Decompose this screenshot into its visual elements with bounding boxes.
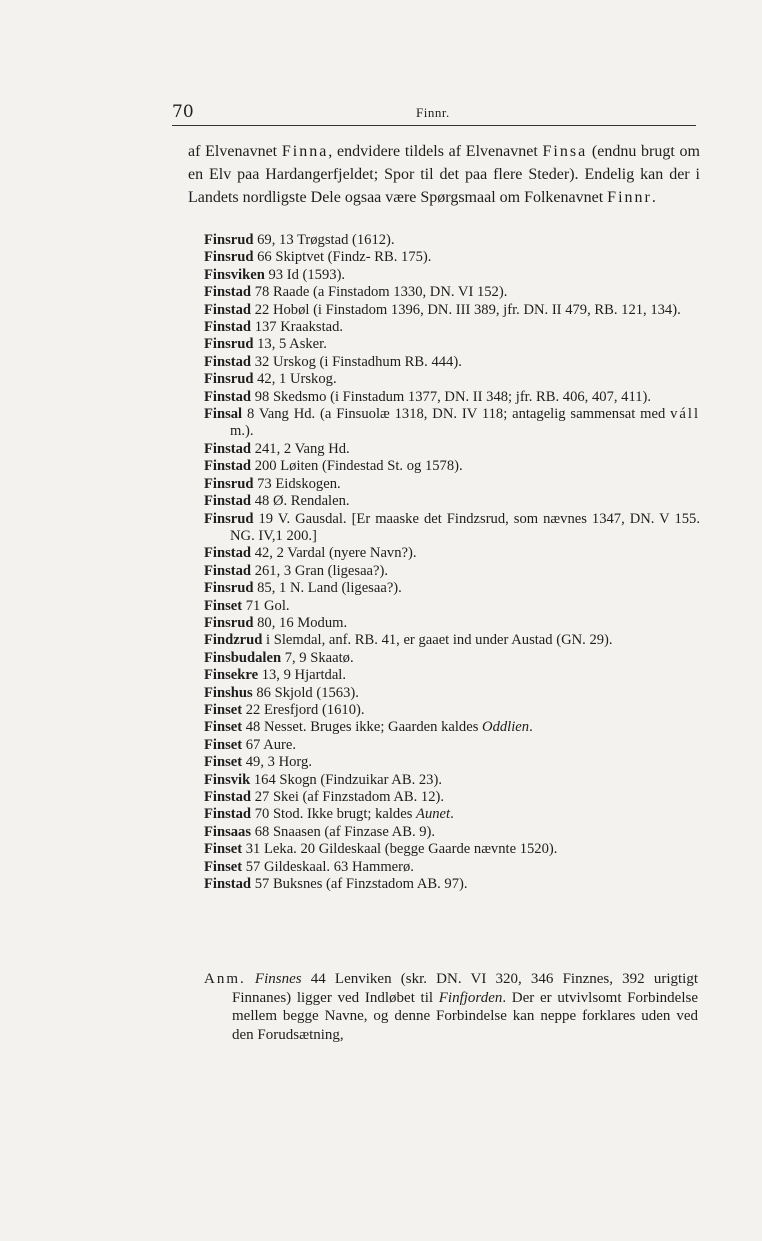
- entry-name: Findzrud: [204, 632, 263, 649]
- entry-text: 137 Kraakstad.: [251, 319, 344, 336]
- entry-name: Finset: [204, 719, 243, 736]
- entry-text: 66 Skiptvet (Findz- RB. 175).: [253, 249, 432, 266]
- entry-name: Finsrud: [204, 475, 254, 492]
- entry: [204, 876, 700, 893]
- entry: [204, 563, 700, 580]
- entry: [204, 754, 700, 771]
- entry-name: Finstad: [204, 876, 252, 893]
- entry-name: Finsrud: [204, 232, 254, 248]
- entry-text: 78 Raade (a Finstadom 1330, DN. VI 152).: [251, 284, 508, 301]
- entry-text: 98 Skedsmo (i Finstadum 1377, DN. II 348; jfr. RB. 406, 407, 411).: [251, 388, 652, 405]
- intro-spaced-name: Finna: [281, 143, 329, 160]
- entry-text: 48 Ø. Rendalen.: [251, 493, 350, 510]
- entry-text: 22 Hobøl (i Finstadom 1396, DN. III 389, jfr. DN. II 479, RB. 121, 134).: [251, 301, 681, 318]
- entry-text: 27 Skei (af Finzstadom AB. 12).: [251, 789, 444, 805]
- entry: [204, 702, 700, 719]
- entry: [204, 667, 700, 684]
- entry-text: 70 Stod. Ikke brugt; kaldes: [251, 806, 417, 823]
- entry-text: 49, 3 Horg.: [242, 754, 312, 771]
- intro-text: af Elvenavnet: [188, 143, 282, 160]
- entry-list: [204, 232, 700, 893]
- entry-italic: Oddlien: [482, 719, 530, 736]
- entry-text: 68 Snaasen (af Finzase AB. 9).: [251, 823, 436, 840]
- entry: [204, 319, 700, 336]
- entry-name: Finstad: [204, 440, 252, 457]
- note-italic-name: Finsnes: [254, 971, 302, 987]
- entry-name: Finshus: [204, 684, 253, 701]
- entry: [204, 232, 700, 249]
- entry-text: m.).: [230, 423, 254, 440]
- running-title: Finnr.: [416, 105, 450, 120]
- entry-name: Finstad: [204, 458, 252, 475]
- entry-name: Finset: [204, 597, 243, 614]
- entry: [204, 824, 700, 841]
- entry-name: Finstad: [204, 388, 252, 405]
- entry: [204, 545, 700, 562]
- entry-text: 261, 3 Gran (ligesaa?).: [251, 562, 389, 579]
- entry-text: 13, 9 Hjartdal.: [258, 667, 347, 684]
- entry: [204, 336, 700, 353]
- entry: [204, 859, 700, 876]
- entry: [204, 511, 700, 546]
- entry-name: Finstad: [204, 562, 252, 579]
- intro-spaced-name: Finnr: [607, 189, 652, 206]
- entry: [204, 841, 700, 858]
- entry-text: 42, 2 Vardal (nyere Navn?).: [251, 545, 417, 562]
- entry-name: Finsaas: [204, 823, 252, 840]
- entry-text: 80, 16 Modum.: [253, 614, 348, 631]
- entry-text: 85, 1 N. Land (ligesaa?).: [253, 580, 402, 597]
- entry: [204, 302, 700, 319]
- note-text: . Der er utvivlsomt Forbindelse mellem begge Navne, og denne Forbindelse kan neppe forklares uden ved den Forudsætning,: [232, 989, 699, 1043]
- entry: [204, 650, 700, 667]
- entry-italic: Aunet: [416, 806, 451, 823]
- entry: [204, 615, 700, 632]
- entry-name: Finset: [204, 754, 243, 771]
- entry: [204, 406, 700, 441]
- entry-name: Finstad: [204, 545, 252, 562]
- entry: [204, 806, 700, 823]
- note-label: Anm.: [204, 971, 246, 987]
- entry-name: Finset: [204, 736, 243, 753]
- note-italic-name: Finfjorden: [438, 989, 503, 1006]
- header-rule: [172, 125, 696, 126]
- entry-text: 7, 9 Skaatø.: [281, 649, 354, 666]
- entry-text: .: [529, 719, 533, 736]
- entry-name: Finstad: [204, 353, 252, 370]
- entry: [204, 789, 700, 806]
- entry-text: .: [450, 806, 454, 823]
- entry-name: Finstad: [204, 284, 252, 301]
- entry-name: Finsrud: [204, 510, 254, 527]
- entry-text: 164 Skogn (Findzuikar AB. 23).: [250, 771, 442, 788]
- entry: [204, 580, 700, 597]
- entry: [204, 632, 700, 649]
- entry: [204, 772, 700, 789]
- entry-text: 67 Aure.: [242, 736, 297, 753]
- page-number: 70: [172, 102, 194, 122]
- entry-name: Finsal: [204, 406, 243, 423]
- entry-text: i Slemdal, anf. RB. 41, er gaaet ind under Austad (GN. 29).: [262, 632, 613, 649]
- entry: [204, 389, 700, 406]
- entry-text: 200 Løiten (Findestad St. og 1578).: [251, 458, 463, 475]
- entry-name: Finsviken: [204, 266, 265, 283]
- entry: [204, 598, 700, 615]
- entry-name: Finset: [204, 841, 243, 858]
- intro-text: .: [651, 189, 656, 206]
- entry: [204, 737, 700, 754]
- entry-text: 48 Nesset. Bruges ikke; Gaarden kaldes: [242, 719, 483, 736]
- entry-name: Finsekre: [204, 667, 259, 684]
- entry: [204, 249, 700, 266]
- entry-name: Finstad: [204, 301, 252, 318]
- entry-name: Finstad: [204, 806, 252, 823]
- entry-name: Finstad: [204, 319, 252, 336]
- entry-name: Finsvik: [204, 771, 251, 788]
- entry-name: Finstad: [204, 493, 252, 510]
- entry-name: Finstad: [204, 789, 252, 805]
- note-text: 44 Lenviken (skr. DN. VI 320, 346 Finznes, 392 urigtigt Finnanes) ligger ved Indløbet til: [232, 971, 698, 1006]
- intro-text: , endvidere tildels af Elvenavnet: [328, 143, 543, 160]
- entry-name: Finsbudalen: [204, 649, 282, 666]
- intro-spaced-name: Finsa: [542, 143, 588, 160]
- entry-text: 22 Eresfjord (1610).: [242, 701, 365, 718]
- entry-text: 57 Buksnes (af Finzstadom AB. 97).: [251, 876, 468, 893]
- entry-text: 57 Gildeskaal. 63 Hammerø.: [242, 858, 414, 875]
- entry: [204, 458, 700, 475]
- entry: [204, 476, 700, 493]
- entry-name: Finsrud: [204, 580, 254, 597]
- entry-name: Finsrud: [204, 614, 254, 631]
- entry-text: 86 Skjold (1563).: [252, 684, 359, 701]
- entry-name: Finset: [204, 858, 243, 875]
- entry: [204, 441, 700, 458]
- entry-text: 93 Id (1593).: [264, 266, 346, 283]
- entry-text: 19 V. Gausdal. [Er maaske det Findzsrud, som nævnes 1347, DN. V 155. NG. IV,1 200.]: [230, 510, 700, 544]
- entry-text: 8 Vang Hd. (a Finsuolæ 1318, DN. IV 118; antagelig sammensat med: [242, 406, 671, 423]
- entry-text: 42, 1 Urskog.: [253, 371, 337, 388]
- entry-text: 69, 13 Trøgstad (1612).: [253, 232, 395, 248]
- entry-text: 73 Eidskogen.: [253, 475, 341, 492]
- page-header: [172, 102, 696, 126]
- intro-paragraph: [188, 140, 700, 209]
- entry-text: 31 Leka. 20 Gildeskaal (begge Gaarde nævnte 1520).: [242, 841, 558, 858]
- annotation-paragraph: [204, 970, 698, 1044]
- entry: [204, 493, 700, 510]
- entry-name: Finset: [204, 701, 243, 718]
- entry: [204, 685, 700, 702]
- entry-text: 241, 2 Vang Hd.: [251, 440, 350, 457]
- entry: [204, 354, 700, 371]
- entry-text: 13, 5 Asker.: [253, 336, 327, 353]
- intro-text: (endnu brugt om en Elv paa Hardangerfjeldet; Spor til det paa flere Steder). Endelig kan der i Landets nordligste Dele ogsaa være Spørgsmaal om Folkenavnet: [188, 143, 700, 206]
- entry-text: 71 Gol.: [242, 597, 290, 614]
- entry-spaced: váll: [670, 406, 700, 423]
- entry: [204, 719, 700, 736]
- entry: [204, 284, 700, 301]
- entry-name: Finsrud: [204, 371, 254, 388]
- entry-text: 32 Urskog (i Finstadhum RB. 444).: [251, 353, 462, 370]
- entry-name: Finsrud: [204, 336, 254, 353]
- entry: [204, 371, 700, 388]
- entry: [204, 267, 700, 284]
- entry-name: Finsrud: [204, 249, 254, 266]
